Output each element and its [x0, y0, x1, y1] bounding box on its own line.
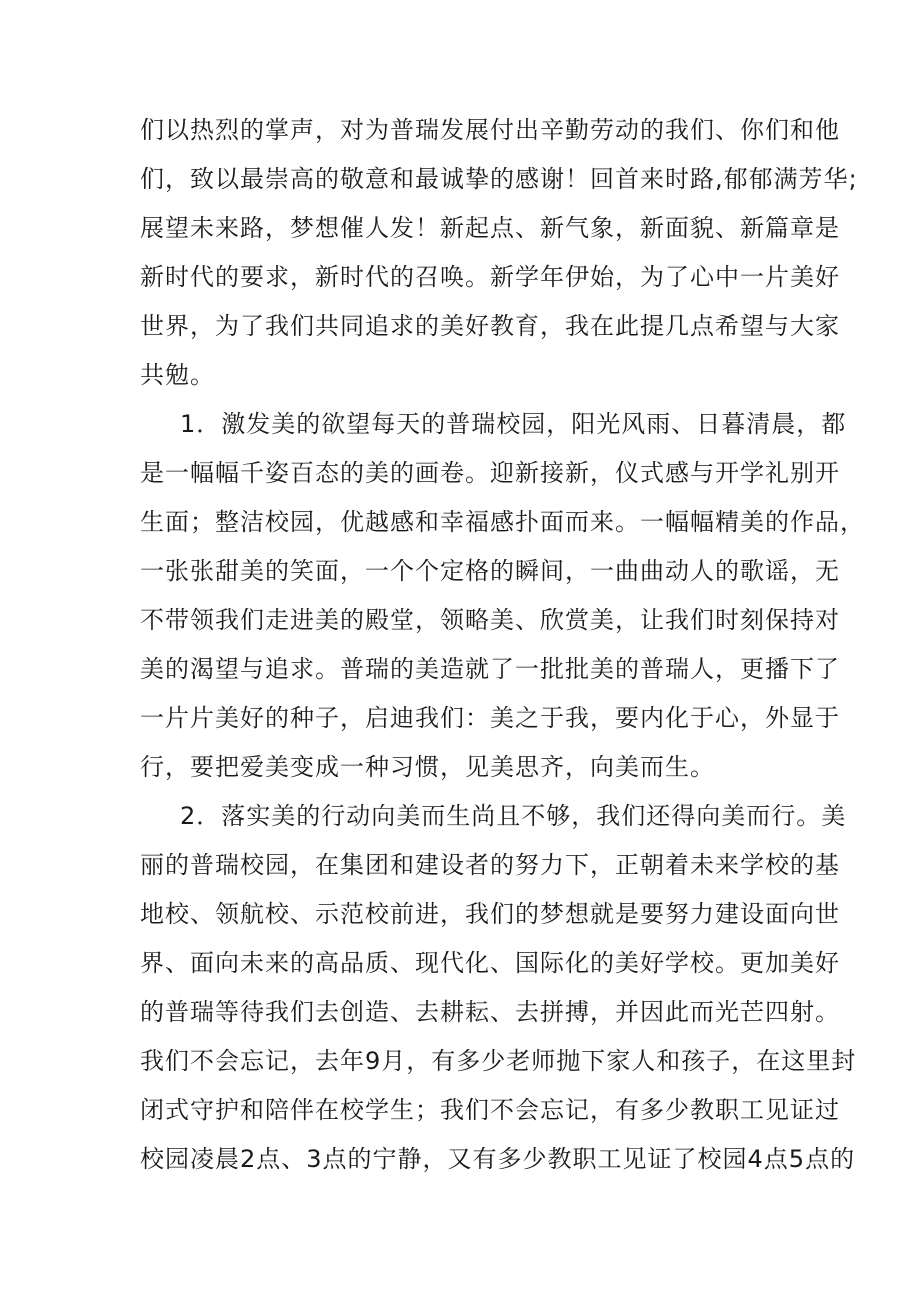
text-line: 闭式守护和陪伴在校学生；我们不会忘记，有多少教职工见证过: [140, 1096, 840, 1124]
text-line: 界、面向未来的高品质、现代化、国际化的美好学校。更加美好: [140, 949, 840, 977]
text-line: 们，致以最崇高的敬意和最诚挚的感谢！回首来时路,郁郁满芳华;: [140, 165, 858, 193]
paragraph-3: [140, 792, 857, 1184]
paragraph-1: [140, 106, 858, 400]
text-line: 地校、领航校、示范校前进，我们的梦想就是要努力建设面向世: [140, 900, 840, 928]
text-line: 共勉。: [140, 361, 215, 389]
text-line: 生面；整洁校园，优越感和幸福感扑面而来。一幅幅精美的作品，: [140, 508, 865, 536]
text-line: 校园凌晨2点、3点的宁静，又有多少教职工见证了校园4点5点的: [140, 1145, 856, 1173]
text-line: 行，要把爱美变成一种习惯，见美思齐，向美而生。: [140, 753, 715, 781]
paragraph-2: [140, 400, 865, 792]
text-line: 1．激发美的欲望每天的普瑞校园，阳光风雨、日暮清晨，都: [180, 410, 847, 438]
text-line: 新时代的要求，新时代的召唤。新学年伊始，为了心中一片美好: [140, 263, 840, 291]
text-line: 展望未来路，梦想催人发！新起点、新气象，新面貌、新篇章是: [140, 214, 840, 242]
text-line: 2．落实美的行动向美而生尚且不够，我们还得向美而行。美: [180, 802, 847, 830]
text-line: 美的渴望与追求。普瑞的美造就了一批批美的普瑞人，更播下了: [140, 655, 840, 683]
text-line: 的普瑞等待我们去创造、去耕耘、去拼搏，并因此而光芒四射。: [140, 998, 840, 1026]
text-line: 是一幅幅千姿百态的美的画卷。迎新接新，仪式感与开学礼别开: [140, 459, 840, 487]
text-line: 一张张甜美的笑面，一个个定格的瞬间，一曲曲动人的歌谣，无: [140, 557, 840, 585]
text-line: 一片片美好的种子，启迪我们：美之于我，要内化于心，外显于: [140, 704, 840, 732]
body-text: [140, 106, 865, 1184]
text-line: 丽的普瑞校园，在集团和建设者的努力下，正朝着未来学校的基: [140, 851, 840, 879]
text-line: 不带领我们走进美的殿堂，领略美、欣赏美，让我们时刻保持对: [140, 606, 840, 634]
text-line: 世界，为了我们共同追求的美好教育，我在此提几点希望与大家: [140, 312, 840, 340]
text-line: 我们不会忘记，去年9月，有多少老师抛下家人和孩子，在这里封: [140, 1047, 857, 1075]
text-line: 们以热烈的掌声，对为普瑞发展付出辛勤劳动的我们、你们和他: [140, 116, 840, 144]
